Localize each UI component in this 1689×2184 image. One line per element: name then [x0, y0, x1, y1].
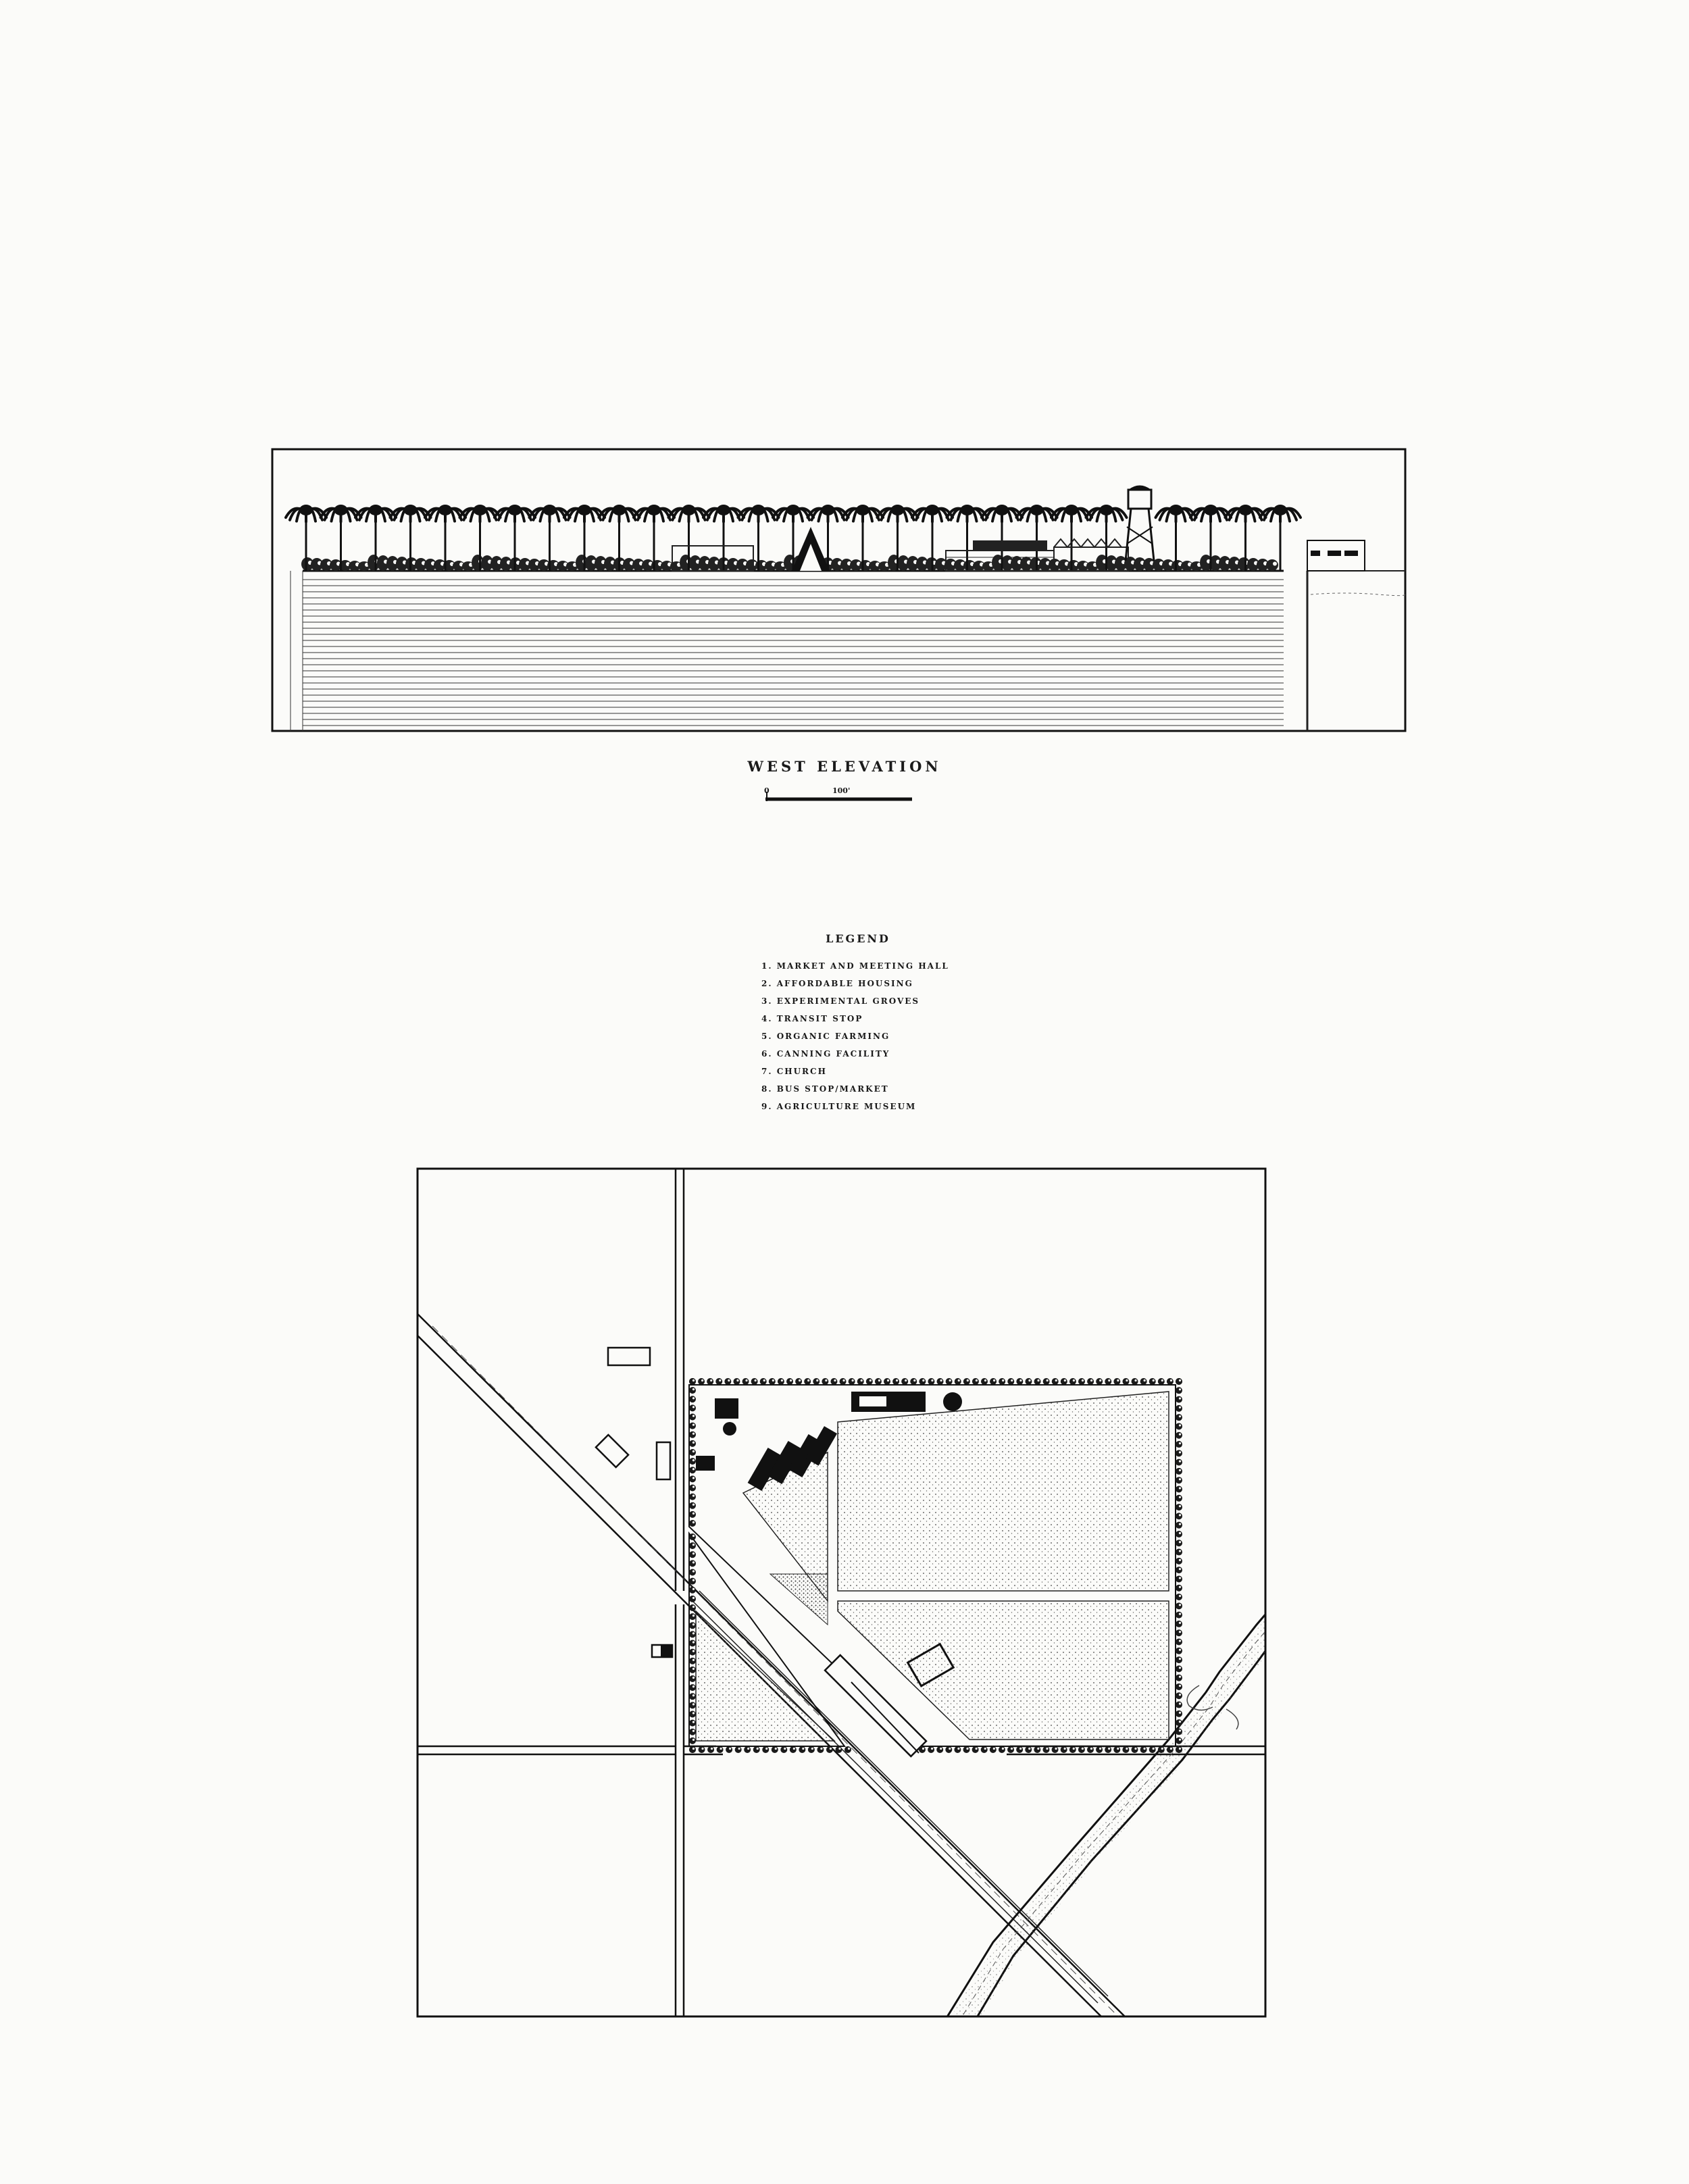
legend-item: 7. CHURCH [761, 1067, 827, 1076]
legend-item: 9. AGRICULTURE MUSEUM [761, 1102, 917, 1111]
elevation-title: WEST ELEVATION [747, 758, 942, 775]
legend-item: 1. MARKET AND MEETING HALL [761, 961, 949, 971]
legend-item: 5. ORGANIC FARMING [761, 1032, 890, 1041]
site-plan-frame [418, 1169, 1265, 2016]
legend-item: 3. EXPERIMENTAL GROVES [761, 996, 920, 1006]
site-plan-drawing [405, 1159, 1277, 2027]
field-furrows [303, 580, 1284, 726]
scale-zero-label: 0 [764, 786, 770, 795]
legend-item: 8. BUS STOP/MARKET [761, 1084, 889, 1094]
site-block [689, 1378, 1182, 1756]
elevation-frame [272, 449, 1405, 731]
north-south-road [676, 1169, 684, 2016]
water-tower [1126, 486, 1154, 561]
experimental-groves [838, 1392, 1169, 1591]
legend-item: 6. CANNING FACILITY [761, 1049, 890, 1059]
shrub-band [301, 555, 1278, 571]
legend-list [761, 957, 949, 1115]
scale-length-label: 100' [832, 786, 851, 795]
legend-item: 4. TRANSIT STOP [761, 1014, 863, 1023]
legend-title: LEGEND [826, 932, 890, 945]
west-elevation-drawing [0, 0, 1689, 844]
market-building [851, 1392, 962, 1412]
bus-stop-market [657, 1442, 670, 1479]
agriculture-museum [608, 1348, 650, 1365]
legend-item: 2. AFFORDABLE HOUSING [761, 979, 913, 988]
